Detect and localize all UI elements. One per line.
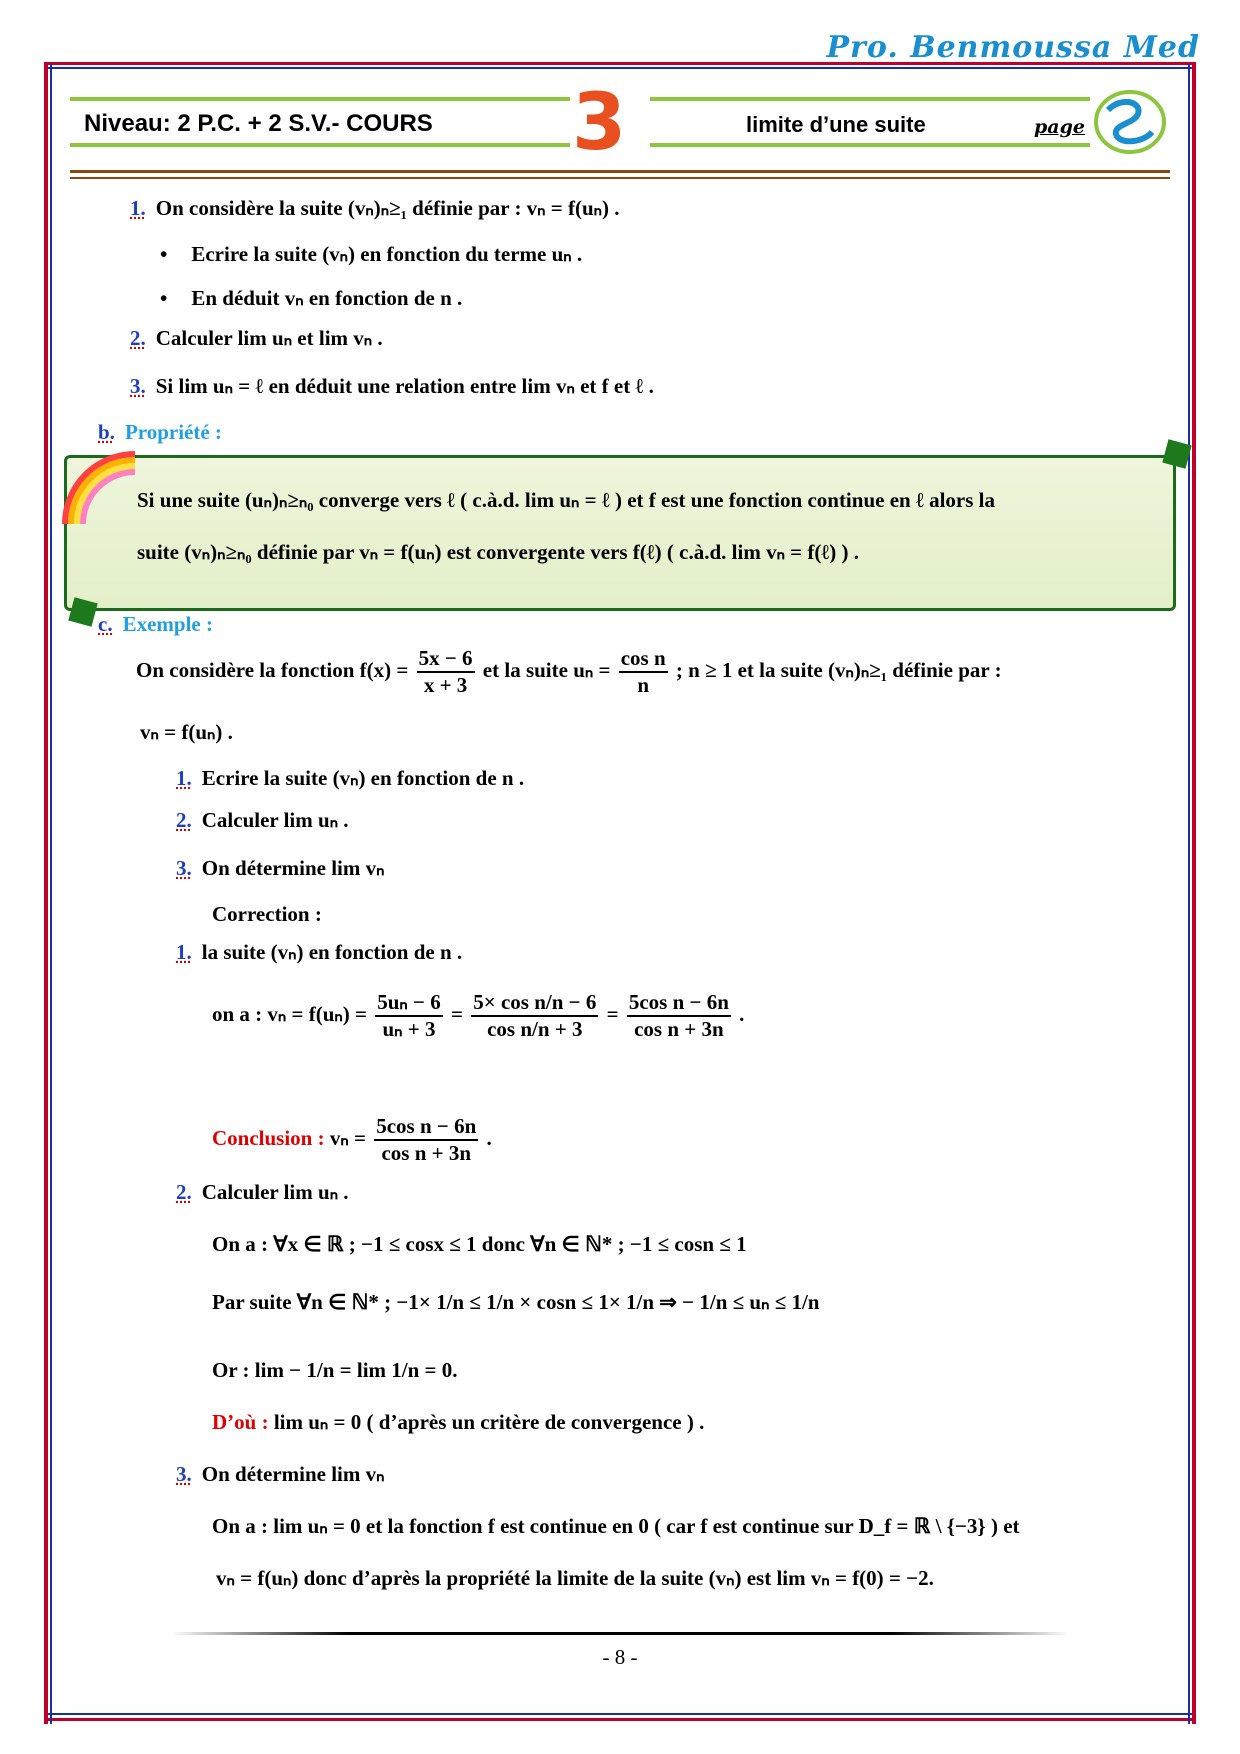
example-heading: c. Exemple :: [98, 612, 213, 636]
example-line-1: On considère la fonction f(x) = $\frac{5x - 6}{x + 3}$ et la suite uₙ = $\frac{\text{cos n}}{n}$ ; n ≥ 1 et la suite (vₙ)ₙ≥₁ définie par :: [136, 646, 1002, 697]
page-label: page: [1034, 116, 1085, 138]
frame-left-inner: [50, 64, 52, 1724]
question-2: 2. Calculer lim uₙ et lim vₙ .: [130, 326, 383, 350]
correction-2-line-2: Par suite ∀n ∈ ℕ* ; −1× 1/n ≤ 1/n × cosn ≤ 1× 1/n ⇒ − 1/n ≤ uₙ ≤ 1/n: [212, 1290, 820, 1314]
frame-top-inner: [44, 67, 1196, 69]
correction-1-calculation: on a : vₙ = f(uₙ) = $\frac{\text{5uₙ − 6}}{\text{uₙ + 3}}$ = $\frac{\text{5× cos n/n − 6}}{\text{cos n/n + 3}}$ = $\frac{\text{5cos n − 6n}}{\text{cos n + 3n}}$ .: [212, 990, 745, 1041]
property-heading: b. Propriété :: [98, 420, 222, 444]
property-box: [64, 455, 1176, 611]
frame-right: [1192, 64, 1196, 1724]
correction-2-line-4: D’où : lim uₙ = 0 ( d’après un critère de convergence ) .: [212, 1410, 705, 1434]
correction-1: 1. la suite (vₙ) en fonction de n .: [176, 940, 463, 964]
header-line-right-bottom: [650, 143, 1090, 147]
fraction-step-2: $\frac{\text{5× cos n/n − 6}}{\text{cos n/n + 3}}$: [473, 990, 597, 1041]
fraction-un: $\frac{\text{cos n}}{n}$: [620, 646, 666, 697]
conclusion-line: Conclusion : vₙ = $\frac{\text{5cos n − 6n}}{\text{cos n + 3n}}$ .: [212, 1114, 492, 1165]
header-separator: [70, 170, 1170, 173]
chapter-number: 3: [572, 78, 627, 168]
level-label: Niveau: 2 P.C. + 2 S.V.- COURS: [84, 110, 433, 137]
header-line-right-top: [650, 97, 1090, 101]
frame-left: [44, 64, 48, 1724]
frame-bottom: [44, 1718, 1196, 1721]
fraction-step-3: $\frac{\text{5cos n − 6n}}{\text{cos n + 3n}}$: [628, 990, 729, 1041]
question-1: 1. On considère la suite (vₙ)ₙ≥₁ définie par : vₙ = f(uₙ) .: [130, 196, 620, 220]
footer-line: [170, 1632, 1070, 1635]
property-line-1: Si une suite (uₙ)ₙ≥ₙ₀ converge vers ℓ ( c.à.d. lim uₙ = ℓ ) et f est une fonction continue en ℓ alors la: [137, 488, 995, 512]
example-question-3: 3. On détermine lim vₙ: [176, 856, 385, 880]
correction-3: 3. On détermine lim vₙ: [176, 1462, 385, 1486]
property-line-2: suite (vₙ)ₙ≥ₙ₀ définie par vₙ = f(uₙ) est convergente vers f(ℓ) ( c.à.d. lim vₙ = f(ℓ) ) .: [137, 540, 859, 564]
page-logo-icon: [1092, 88, 1168, 156]
frame-bottom-inner: [44, 1713, 1196, 1715]
correction-2-line-3: Or : lim − 1/n = lim 1/n = 0.: [212, 1358, 458, 1382]
example-question-1: 1. Ecrire la suite (vₙ) en fonction de n .: [176, 766, 525, 790]
example-line-2: vₙ = f(uₙ) .: [140, 720, 233, 744]
fraction-step-1: $\frac{\text{5uₙ − 6}}{\text{uₙ + 3}}$: [377, 990, 441, 1041]
question-1-bullet-2: • En déduit vₙ en fonction de n .: [160, 286, 463, 310]
question-1-bullet-1: • Ecrire la suite (vₙ) en fonction du terme uₙ .: [160, 242, 583, 266]
page-number: - 8 -: [602, 1645, 638, 1669]
correction-2-line-1: On a : ∀x ∈ ℝ ; −1 ≤ cosx ≤ 1 donc ∀n ∈ ℕ* ; −1 ≤ cosn ≤ 1: [212, 1232, 747, 1256]
correction-3-line-2: vₙ = f(uₙ) donc d’après la propriété la limite de la suite (vₙ) est lim vₙ = f(0) = −2.: [216, 1566, 934, 1590]
header-line-left-top: [70, 97, 570, 101]
question-3: 3. Si lim uₙ = ℓ en déduit une relation entre lim vₙ et f et ℓ .: [130, 374, 654, 398]
rainbow-decoration-icon: [55, 444, 145, 534]
header-line-left-bottom: [70, 143, 570, 147]
example-question-2: 2. Calculer lim uₙ .: [176, 808, 349, 832]
header-separator-2: [70, 177, 1170, 179]
correction-2: 2. Calculer lim uₙ .: [176, 1180, 349, 1204]
corner-square-icon-2: [68, 597, 97, 626]
frame-right-inner: [1188, 64, 1190, 1724]
fraction-conclusion: $\frac{\text{5cos n − 6n}}{\text{cos n + 3n}}$: [376, 1114, 477, 1165]
fraction-f: $\frac{5x - 6}{x + 3}$: [418, 646, 473, 697]
correction-heading: Correction :: [212, 902, 322, 926]
author-name: Pro. Benmoussa Med: [826, 30, 1200, 65]
correction-3-line-1: On a : lim uₙ = 0 et la fonction f est continue en 0 ( car f est continue sur D_f = ℝ \ {−3} ) et: [212, 1514, 1020, 1538]
chapter-title: limite d’une suite: [746, 112, 926, 137]
